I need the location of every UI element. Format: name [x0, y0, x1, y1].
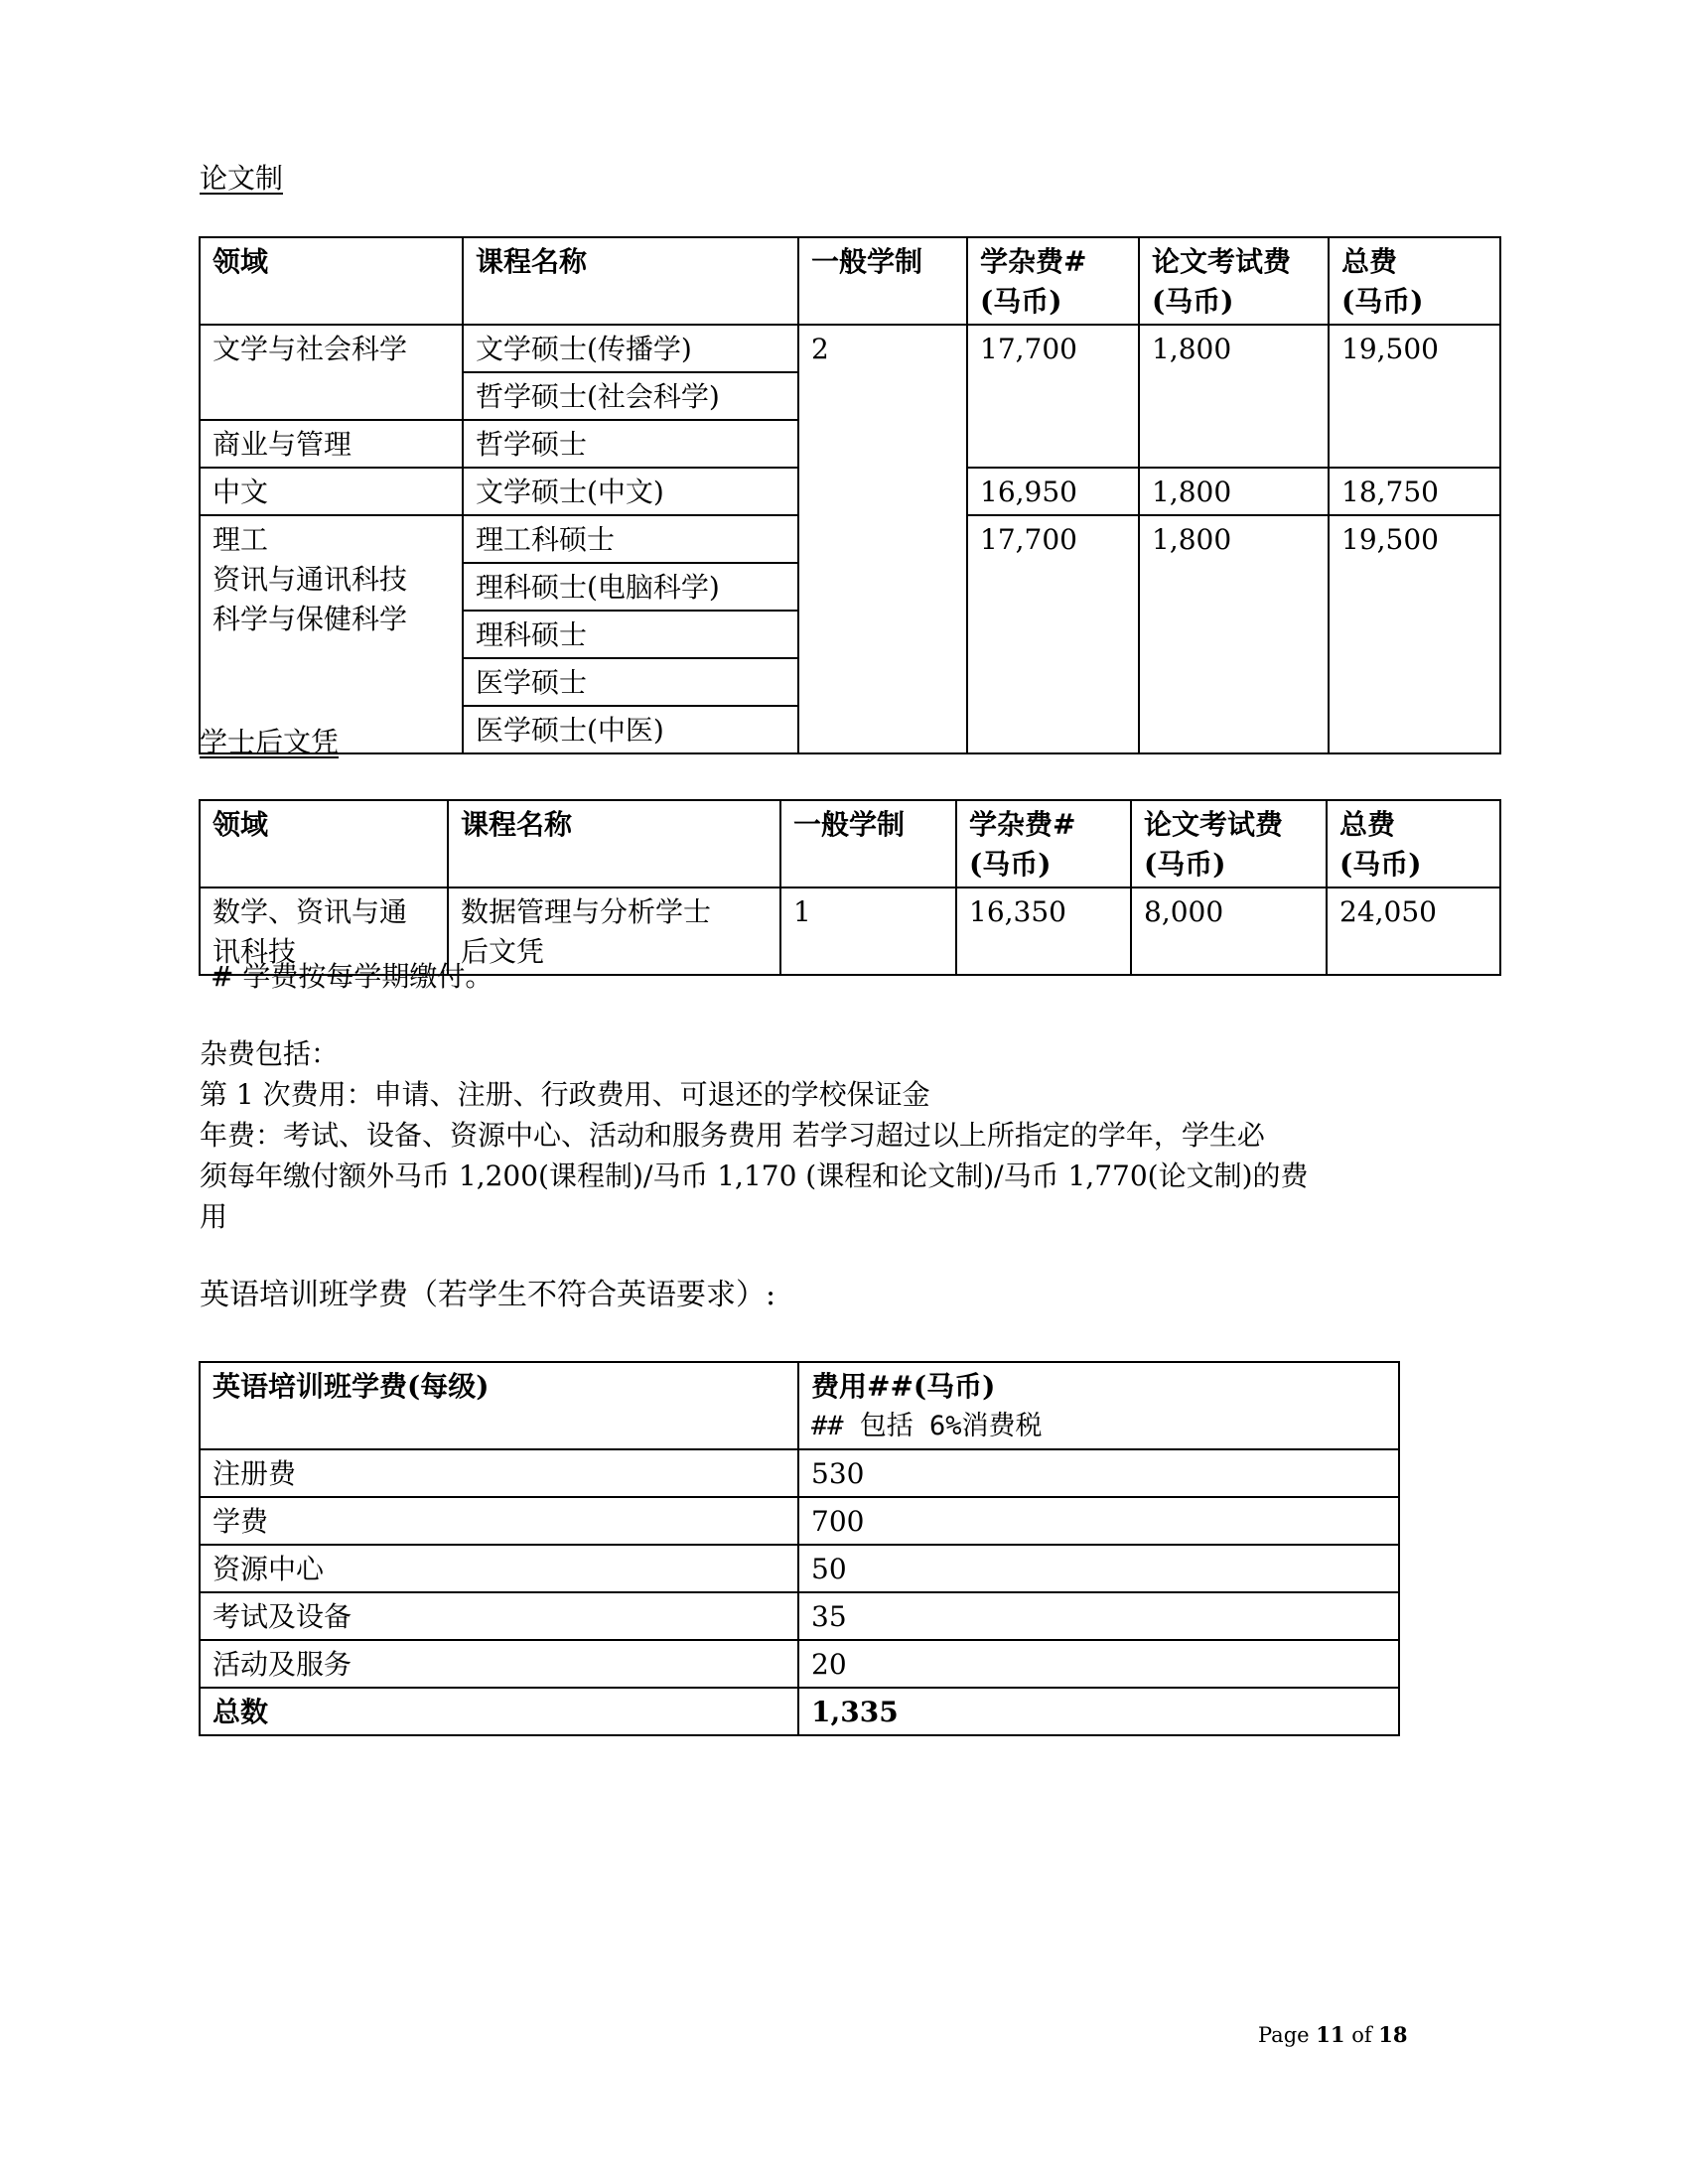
col-header-duration: 一般学制 — [780, 800, 956, 887]
col-header-tuition: 学杂费# (马币) — [956, 800, 1131, 887]
course-cell: 医学硕士(中医) — [463, 706, 798, 753]
page-number: Page 11 of 18 — [1258, 2022, 1408, 2047]
item-cell: 资源中心 — [200, 1545, 798, 1592]
english-course-fee-table — [199, 1361, 1400, 1736]
total-label-cell: 总数 — [200, 1688, 798, 1735]
exam-fee-cell: 8,000 — [1131, 887, 1327, 975]
course-cell: 数据管理与分析学士 后文凭 — [448, 887, 780, 975]
col-header-exam-fee: 论文考试费 (马币) — [1131, 800, 1327, 887]
col-header-duration: 一般学制 — [798, 237, 967, 325]
field-cell: 文学与社会科学 — [200, 325, 463, 420]
fee-cell: 20 — [798, 1640, 1399, 1688]
tuition-cell: 17,700 — [967, 325, 1139, 468]
table-header-row — [200, 800, 1500, 887]
table-row — [200, 325, 1500, 372]
course-cell: 医学硕士 — [463, 658, 798, 706]
total-cell: 19,500 — [1329, 325, 1500, 468]
exam-fee-cell: 1,800 — [1139, 325, 1329, 468]
table-row — [200, 1592, 1399, 1640]
course-cell: 哲学硕士 — [463, 420, 798, 468]
field-cell: 商业与管理 — [200, 420, 463, 468]
col-header-item: 英语培训班学费(每级) — [200, 1362, 798, 1449]
course-cell: 理科硕士 — [463, 611, 798, 658]
col-header-exam-fee: 论文考试费 (马币) — [1139, 237, 1329, 325]
col-header-course: 课程名称 — [448, 800, 780, 887]
misc-fees-line: 第 1 次费用：申请、注册、行政费用、可退还的学校保证金 — [200, 1078, 930, 1111]
tax-note: ## 包括 6%消费税 — [811, 1411, 1043, 1441]
item-cell: 考试及设备 — [200, 1592, 798, 1640]
item-cell: 活动及服务 — [200, 1640, 798, 1688]
postgrad-diploma-fee-table — [199, 799, 1501, 976]
tuition-cell: 16,350 — [956, 887, 1131, 975]
total-value-cell: 1,335 — [798, 1688, 1399, 1735]
tuition-cell: 16,950 — [967, 468, 1139, 515]
col-header-field: 领域 — [200, 800, 448, 887]
exam-fee-cell: 1,800 — [1139, 515, 1329, 753]
misc-fees-line: 年费：考试、设备、资源中心、活动和服务费用 若学习超过以上所指定的学年，学生必 — [200, 1119, 1265, 1152]
table-header-row — [200, 237, 1500, 325]
field-label: 科学与保健科学 — [212, 603, 408, 635]
misc-fees-line: 用 — [200, 1200, 228, 1233]
course-cell: 理工科硕士 — [463, 515, 798, 563]
col-header-field: 领域 — [200, 237, 463, 325]
col-header-total: 总费 (马币) — [1327, 800, 1500, 887]
fee-header-label: 费用##(马币) — [811, 1370, 996, 1403]
col-header-fee — [798, 1362, 1399, 1449]
fee-cell: 700 — [798, 1497, 1399, 1545]
field-cell: 中文 — [200, 468, 463, 515]
duration-cell: 1 — [780, 887, 956, 975]
table-total-row — [200, 1688, 1399, 1735]
course-cell: 文学硕士(中文) — [463, 468, 798, 515]
col-header-tuition: 学杂费# (马币) — [967, 237, 1139, 325]
item-cell: 学费 — [200, 1497, 798, 1545]
total-cell: 19,500 — [1329, 515, 1500, 753]
misc-fees-line: 须每年缴付额外马币 1,200(课程制)/马币 1,170 (课程和论文制)/马币 1,770(论文制)的费 — [200, 1160, 1309, 1192]
field-cell-stack — [200, 515, 463, 753]
english-course-heading: 英语培训班学费（若学生不符合英语要求）: — [200, 1278, 776, 1312]
table-header-row — [200, 1362, 1399, 1449]
misc-fees-title: 杂费包括： — [200, 1037, 340, 1070]
table-row — [200, 1640, 1399, 1688]
duration-cell: 2 — [798, 325, 967, 753]
exam-fee-cell: 1,800 — [1139, 468, 1329, 515]
course-cell: 哲学硕士(社会科学) — [463, 372, 798, 420]
tuition-cell: 17,700 — [967, 515, 1139, 753]
fee-cell: 530 — [798, 1449, 1399, 1497]
fee-cell: 50 — [798, 1545, 1399, 1592]
table-row — [200, 1545, 1399, 1592]
section-heading-thesis: 论文制 — [200, 162, 284, 195]
col-header-total: 总费 (马币) — [1329, 237, 1500, 325]
table-row — [200, 1497, 1399, 1545]
field-label: 理工 — [212, 523, 269, 556]
section-heading-postgrad-diploma: 学士后文凭 — [200, 726, 340, 758]
total-cell: 18,750 — [1329, 468, 1500, 515]
total-cell: 24,050 — [1327, 887, 1500, 975]
footnote: # 学费按每学期缴付。 — [211, 960, 493, 993]
course-cell: 文学硕士(传播学) — [463, 325, 798, 372]
table-row — [200, 1449, 1399, 1497]
thesis-fee-table — [199, 236, 1501, 754]
fee-cell: 35 — [798, 1592, 1399, 1640]
col-header-course: 课程名称 — [463, 237, 798, 325]
field-label: 资讯与通讯科技 — [212, 563, 408, 596]
course-cell: 理科硕士(电脑科学) — [463, 563, 798, 611]
field-cell: 数学、资讯与通 讯科技 — [200, 887, 448, 975]
item-cell: 注册费 — [200, 1449, 798, 1497]
